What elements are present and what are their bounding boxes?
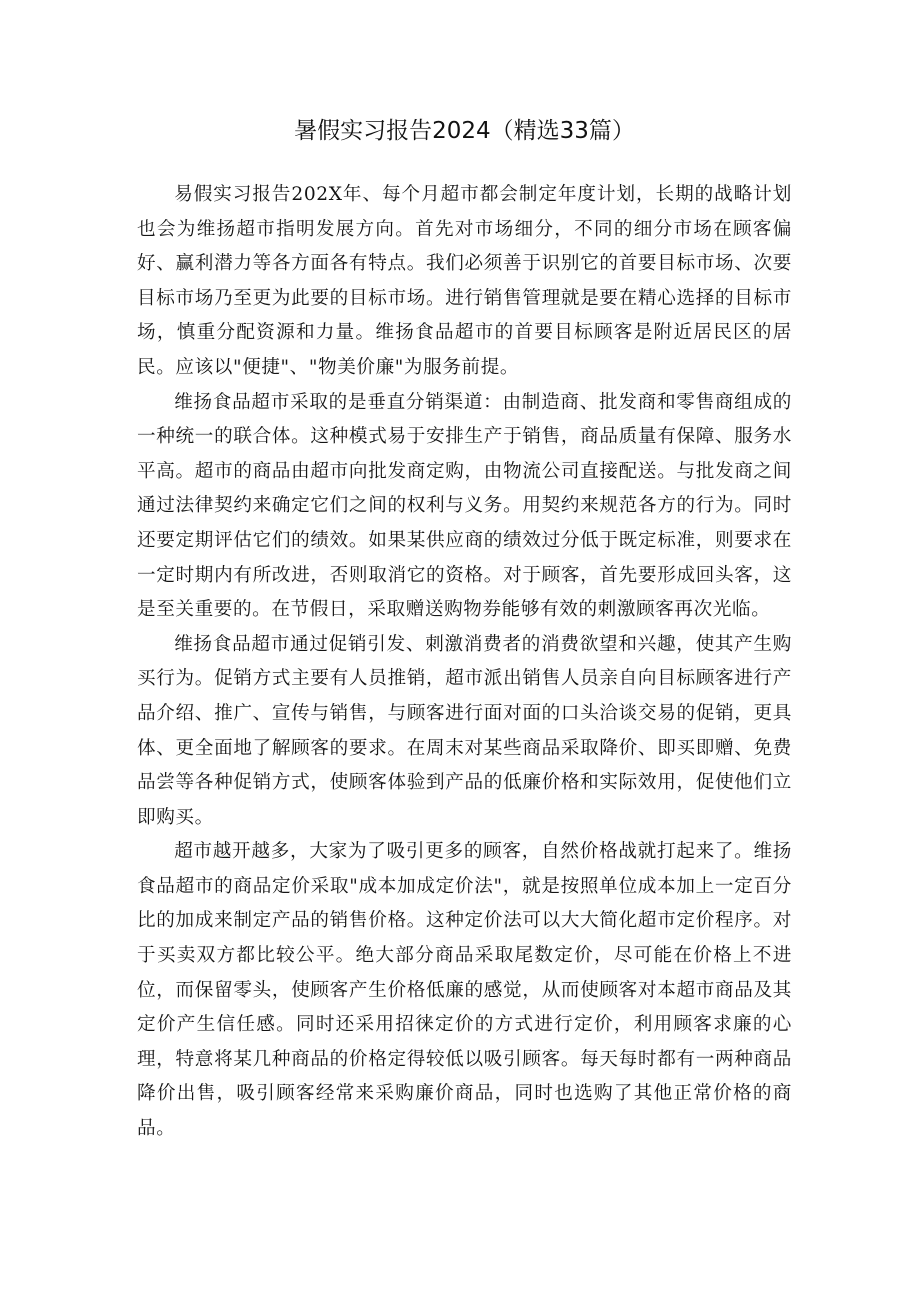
document-title: 暑假实习报告2024（精选33篇） xyxy=(294,118,635,144)
paragraph-2: 维扬食品超市采取的是垂直分销渠道：由制造商、批发商和零售商组成的一种统一的联合体。这种模式易于安排生产于销售，商品质量有保障、服务水平高。超市的商品由超市向批发商定购，由物流公司直接配送。与批发商之间通过法律契约来确定它们之间的权利与义务。用契约来规范各方的行为。同时还要定期评估它们的绩效。如果某供应商的绩效过分低于既定标准，则要求在一定时期内有所改进，否则取消它的资格。对于顾客，首先要形成回头客，这是至关重要的。在节假日，采取赠送购物券能够有效的刺激顾客再次光临。 xyxy=(137,391,792,621)
document-body xyxy=(137,178,792,1147)
paragraph-4: 超市越开越多，大家为了吸引更多的顾客，自然价格战就打起来了。维扬食品超市的商品定价采取"成本加成定价法"，就是按照单位成本加上一定百分比的加成来制定产品的销售价格。这种定价法可以大大简化超市定价程序。对于买卖双方都比较公平。绝大部分商品采取尾数定价，尽可能在价格上不进位，而保留零头，使顾客产生价格低廉的感觉，从而使顾客对本超市商品及其定价产生信任感。同时还采用招徕定价的方式进行定价，利用顾客求廉的心理，特意将某几种商品的价格定得较低以吸引顾客。每天每时都有一两种商品降价出售，吸引顾客经常来采购廉价商品，同时也选购了其他正常价格的商品。 xyxy=(137,841,792,1140)
paragraph-1: 易假实习报告202X年、每个月超市都会制定年度计划，长期的战略计划也会为维扬超市指明发展方向。首先对市场细分，不同的细分市场在顾客偏好、赢利潜力等各方面各有特点。我们必须善于识别它的首要目标市场、次要目标市场乃至更为此要的目标市场。进行销售管理就是要在精心选择的目标市场，慎重分配资源和力量。维扬食品超市的首要目标顾客是附近居民区的居民。应该以"便捷"、"物美价廉"为服务前提。 xyxy=(137,184,792,378)
paragraph-3: 维扬食品超市通过促销引发、刺激消费者的消费欲望和兴趣，使其产生购买行为。促销方式主要有人员推销，超市派出销售人员亲自向目标顾客进行产品介绍、推广、宣传与销售，与顾客进行面对面的口头洽谈交易的促销，更具体、更全面地了解顾客的要求。在周末对某些商品采取降价、即买即赠、免费品尝等各种促销方式，使顾客体验到产品的低廉价格和实际效用，促使他们立即购买。 xyxy=(137,633,792,828)
